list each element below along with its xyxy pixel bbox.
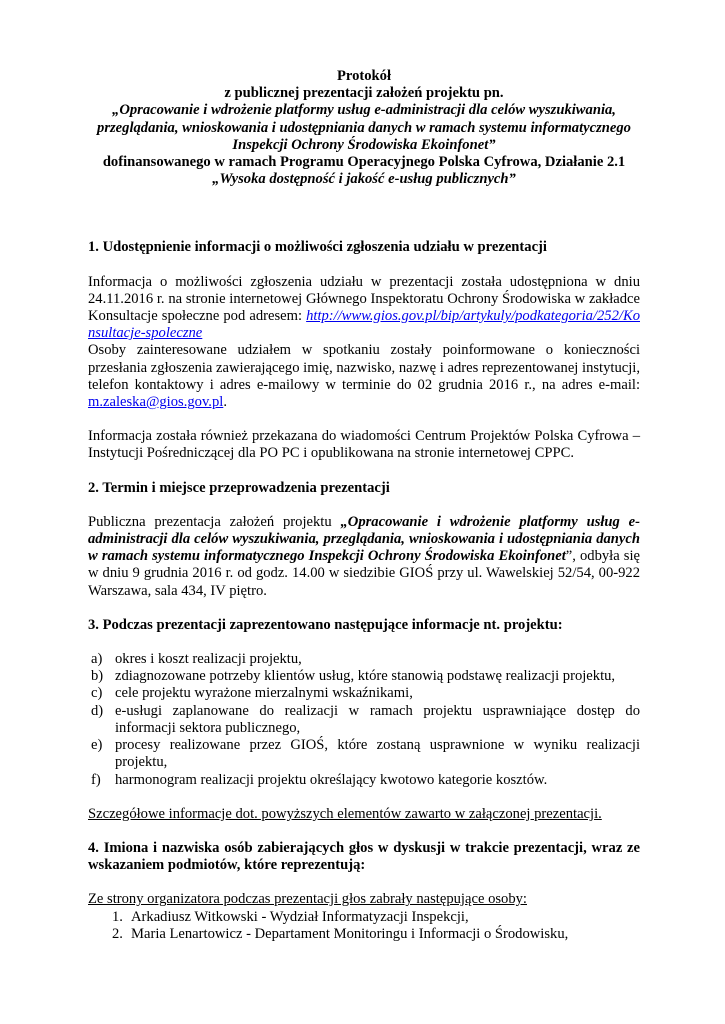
section-2-project-name: „Opracowanie i wdrożenie platformy usług e-administracji dla celów wyszukiwania, przeglądania, wnioskowania i udostępniania danych w ramach systemu informatycznego Inspekcji Ochrony Środowiska Ekoinfonet — [88, 513, 641, 565]
section-1-text: Informacja o możliwości zgłoszenia udziału w prezentacji została udostępniona w dniu 24.11.2016 r. na stronie internetowej Głównego Inspektoratu Ochrony Środowiska w zakładce Konsultacje społeczne pod adresem: — [88, 273, 640, 325]
list-marker: f) — [91, 771, 101, 788]
list-marker: 1. — [112, 908, 123, 925]
section-4-heading: 4. Imiona i nazwiska osób zabierających głos w dyskusji w trakcie prezentacji, wraz ze wskazaniem podmiotów, które reprezentują: — [88, 839, 640, 874]
list-marker: 2. — [112, 925, 123, 942]
title-protokol: Protokół — [336, 68, 392, 84]
section-1-paragraph-3: Informacja została również przekazana do wiadomości Centrum Projektów Polska Cyfrowa – Instytucji Pośredniczącej dla PO PC i opublikowana na stronie internetowej CPPC. — [88, 428, 640, 462]
list-marker: b) — [91, 668, 104, 685]
section-1-heading: 1. Udostępnienie informacji o możliwości zgłoszenia udziału w prezentacji — [88, 239, 547, 256]
section-3-note: Szczegółowe informacje dot. powyższych elementów zawarto w załączonej prezentacji. — [88, 805, 602, 822]
list-marker: a) — [91, 651, 103, 668]
list-marker: c) — [91, 685, 103, 702]
title-measure — [88, 171, 640, 188]
list-item-text: harmonogram realizacji projektu określający kwotowo kategorie kosztów. — [115, 771, 548, 788]
title-project-line-1: „Opracowanie i wdrożenie platformy usług e-administracji dla celów wyszukiwania, — [112, 102, 616, 119]
section-1-text-2: Osoby zainteresowane udziałem w spotkaniu zostały poinformowane o konieczności przesłania zgłoszenia zawierającego imię, nazwisko, nazwę i adres reprezentowanej instytucji, telefon kontaktowy i adres e-mailowy w terminie do 02 grudnia 2016 r., na adres e-mail: — [88, 342, 640, 393]
title-subtitle: z publicznej prezentacji założeń projektu pn. — [224, 85, 504, 102]
list-item-text: procesy realizowane przez GIOŚ, które zostaną usprawnione w wyniku realizacji projektu, — [115, 737, 640, 771]
list-item — [88, 926, 640, 943]
title-project-line-2: przeglądania, wnioskowania i udostępniania danych w ramach systemu informatycznego — [97, 119, 631, 136]
list-item — [88, 685, 640, 702]
list-item — [88, 703, 640, 737]
list-item — [88, 772, 640, 789]
list-item-text: Arkadiusz Witkowski - Wydział Informatyzacji Inspekcji, — [131, 908, 469, 925]
list-item-text: zdiagnozowane potrzeby klientów usług, które stanowią podstawę realizacji projektu, — [115, 668, 616, 685]
list-item-text: e-usługi zaplanowane do realizacji w ramach projektu usprawniające dostęp do informacji sektora publicznego, — [115, 702, 640, 736]
list-item — [88, 651, 640, 668]
list-item-text: cele projektu wyrażone mierzalnymi wskaźnikami, — [115, 685, 413, 702]
section-2-heading: 2. Termin i miejsce przeprowadzenia prezentacji — [88, 479, 390, 496]
section-1-paragraph-2 — [88, 342, 640, 411]
title-block — [88, 68, 640, 188]
section-1-paragraph-1 — [88, 274, 640, 343]
list-marker: d) — [91, 702, 104, 719]
section-1-period: . — [223, 394, 227, 411]
list-marker: e) — [91, 737, 103, 754]
section-2-text-end: ”, odbyła się w dniu 9 grudnia 2016 r. od godz. 14.00 w siedzibie GIOŚ przy ul. Wawelskiej 52/54, 00-922 Warszawa, sala 434, IV piętro. — [88, 548, 640, 599]
title-project-line-3: Inspekcji Ochrony Środowiska Ekoinfonet” — [232, 136, 496, 153]
title-funding: dofinansowanego w ramach Programu Operacyjnego Polska Cyfrowa, Działanie 2.1 — [102, 154, 626, 171]
section-2-text-start: Publiczna prezentacja założeń projektu — [88, 513, 341, 530]
section-3-heading: 3. Podczas prezentacji zaprezentowano następujące informacje nt. projektu: — [88, 616, 563, 633]
list-item — [88, 737, 640, 771]
konsultacje-link[interactable]: http://www.gios.gov.pl/bip/artykuly/podkategoria/252/Konsultacje-spoleczne — [88, 308, 640, 342]
list-item-text: okres i koszt realizacji projektu, — [115, 651, 302, 668]
title-measure-text: „Wysoka dostępność i jakość e-usług publicznych” — [212, 171, 516, 188]
list-item — [88, 909, 640, 926]
section-4-people-list — [88, 909, 640, 943]
section-3-list — [88, 651, 640, 789]
section-4-intro: Ze strony organizatora podczas prezentacji głos zabrały następujące osoby: — [88, 891, 527, 908]
document-page — [88, 68, 640, 943]
email-link[interactable]: m.zaleska@gios.gov.pl — [88, 394, 224, 411]
list-item-text: Maria Lenartowicz - Departament Monitoringu i Informacji o Środowisku, — [131, 925, 569, 942]
section-2-paragraph — [88, 514, 640, 600]
list-item — [88, 668, 640, 685]
